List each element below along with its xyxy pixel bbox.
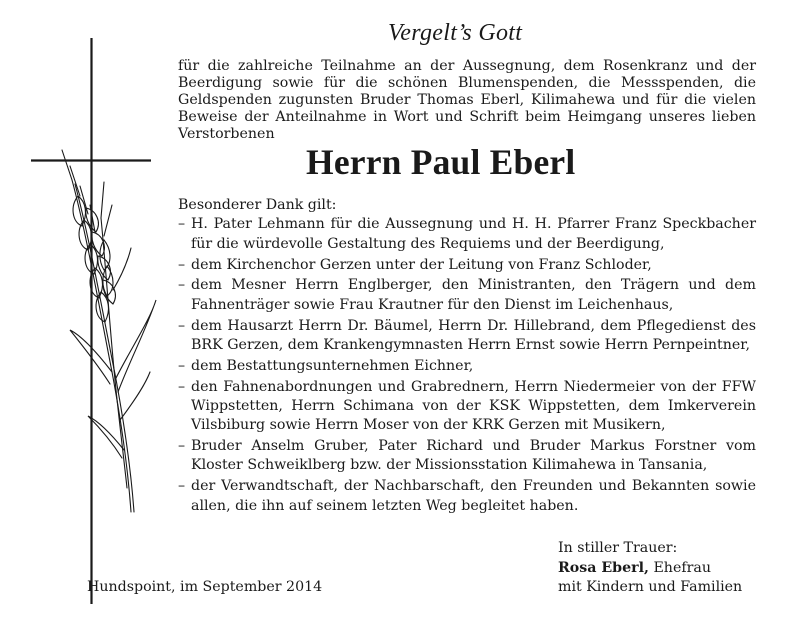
mourner-line	[558, 559, 768, 579]
mourning-block	[558, 539, 768, 598]
mourning-label: In stiller Trauer:	[558, 540, 678, 556]
list-item-text: dem Kirchenchor Gerzen unter der Leitung von Franz Schloder,	[191, 256, 652, 273]
list-item-text: Bruder Anselm Gruber, Pater Richard und Bruder Markus Forstner vom Kloster Schweiklberg bzw. der Missionsstation Kilimahewa in Tansania,	[191, 438, 756, 474]
list-item	[178, 276, 756, 315]
list-item	[178, 317, 756, 356]
list-item	[178, 378, 756, 436]
list-item-text: dem Mesner Herrn Englberger, den Ministranten, den Trägern und dem Fahnenträger sowie Frau Krautner für den Dienst im Leichenhaus,	[191, 277, 756, 313]
list-item-text: der Verwandtschaft, der Nachbarschaft, den Freunden und Bekannten sowie allen, die ihn auf seinem letzten Weg begleitet haben.	[191, 478, 756, 514]
bullet: –	[178, 378, 186, 395]
mourner-family: mit Kindern und Familien	[558, 579, 743, 596]
list-item-text: den Fahnenabordnungen und Grabrednern, Herrn Niedermeier von der FFW Wippstetten, Herrn Schimana von der KSK Wippstetten, dem Imkerverein Vilsbiburg sowie Herrn Moser von der KRK Gerzen mit Musikern,	[191, 378, 756, 434]
mourner-relation: Ehefrau	[653, 559, 711, 576]
intro-paragraph: für die zahlreiche Teilnahme an der Aussegnung, dem Rosenkranz und der Beerdigung sowie für die schönen Blumenspenden, die Messspenden, die Geldspenden zugunsten Bruder Thomas Eberl, Kilimahewa und für die vielen Beweise der Anteilnahme in Wort und Schrift beim Heimgang unseres lieben Verstorbenen	[178, 58, 756, 142]
list-item-text: H. Pater Lehmann für die Aussegnung und H. H. Pfarrer Franz Speckbacher für die würdevolle Gestaltung des Requiems und der Beerdigung,	[191, 216, 756, 252]
list-item-text: dem Hausarzt Herrn Dr. Bäumel, Herrn Dr. Hillebrand, dem Pflegedienst des BRK Gerzen, dem Krankengymnasten Herrn Ernst sowie Herrn Pernpeintner,	[191, 317, 756, 353]
bullet: –	[178, 317, 186, 334]
bullet: –	[178, 256, 186, 273]
list-item-text: dem Bestattungsunternehmen Eichner,	[191, 357, 474, 374]
thanks-label: Besonderer Dank gilt:	[178, 197, 337, 213]
mourner-name: Rosa Eberl,	[558, 559, 649, 576]
deceased-name: Herrn Paul Eberl	[306, 142, 576, 182]
bullet: –	[178, 216, 186, 233]
list-item	[178, 215, 756, 254]
thanks-section	[178, 196, 756, 518]
thanks-list	[178, 215, 756, 516]
bullet: –	[178, 357, 186, 374]
place-date: Hundspoint, im September 2014	[87, 579, 323, 595]
list-item	[178, 256, 756, 275]
list-item	[178, 477, 756, 516]
bullet: –	[178, 438, 186, 455]
list-item	[178, 437, 756, 476]
bullet: –	[178, 478, 186, 495]
bullet: –	[178, 277, 186, 294]
list-item	[178, 357, 756, 376]
heading: Vergelt’s Gott	[388, 20, 523, 46]
